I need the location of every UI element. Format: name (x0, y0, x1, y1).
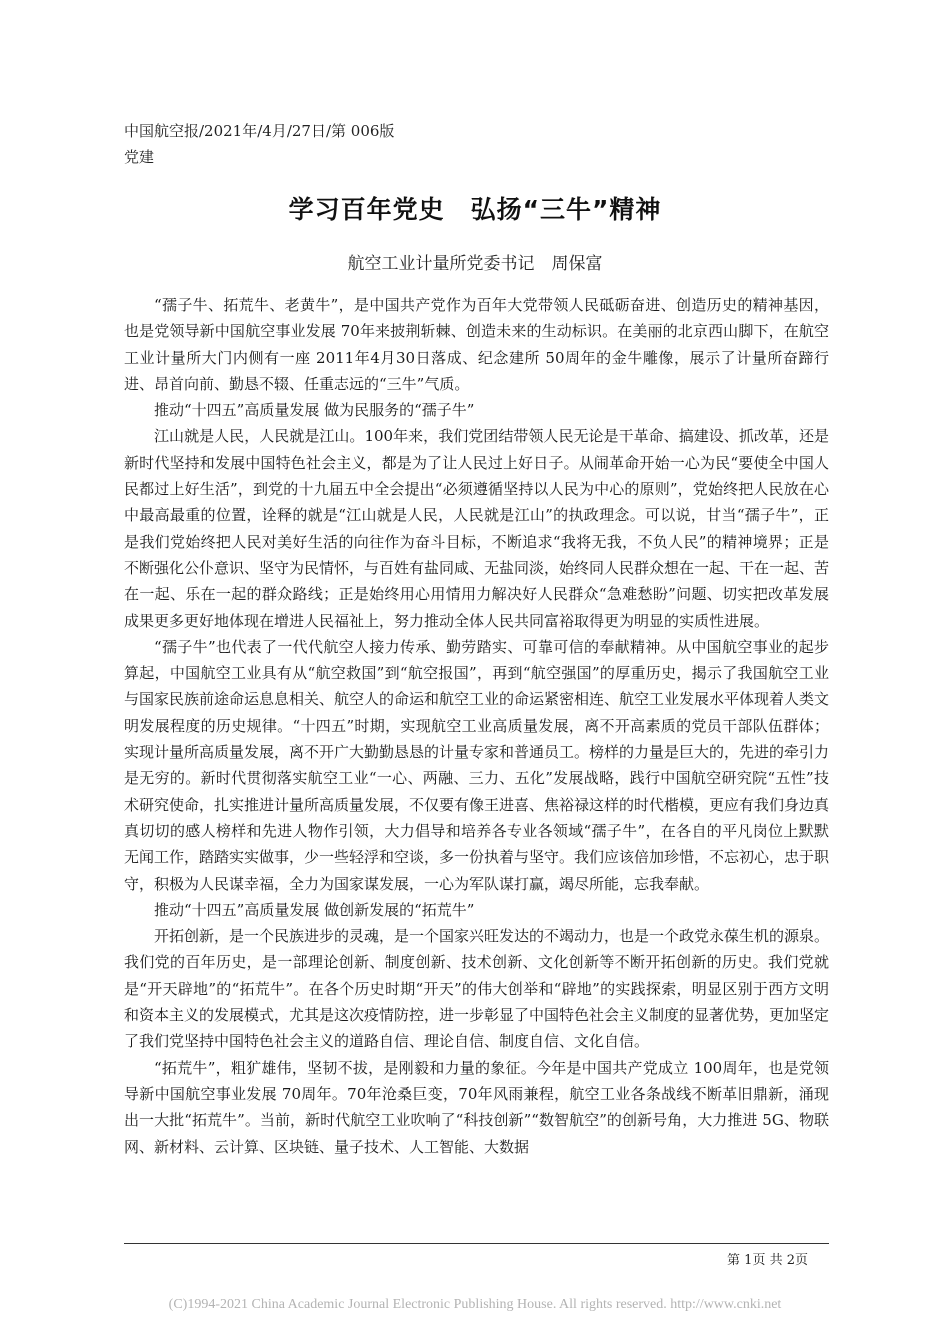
page-indicator: 第 1页 共 2页 (727, 1253, 808, 1268)
copyright-watermark: (C)1994-2021 China Academic Journal Electronic Publishing House. All rights reserved. http://www.cnki.net (168, 1297, 782, 1312)
article-byline: 航空工业计量所党委书记 周保富 (347, 254, 603, 274)
section-heading-1: 推动“十四五”高质量发展 做为民服务的“孺子牛” (154, 401, 475, 420)
section-heading-2: 推动“十四五”高质量发展 做创新发展的“拓荒牛” (154, 900, 475, 919)
article-title: 学习百年党史 弘扬“三牛”精神 (288, 195, 662, 224)
section-label: 党建 (124, 148, 155, 166)
paragraph: 开拓创新，是一个民族进步的灵魂，是一个国家兴旺发达的不竭动力，也是一个政党永葆生机的源泉。我们党的百年历史，是一部理论创新、制度创新、技术创新、文化创新等不断开拓创新的历史。我们党就是“开天辟地”的“拓荒牛”。在各个历史时期“开天”的伟大创举和“辟地”的实践探索，明显区别于西方文明和资本主义的发展模式，尤其是这次疫情防控，进一步彰显了中国特色社会主义制度的显著优势，更加坚定了我们党坚持中国特色社会主义的道路自信、理论自信、制度自信、文化自信。 (124, 927, 830, 1051)
paragraph-intro: “孺子牛、拓荒牛、老黄牛”，是中国共产党作为百年大党带领人民砥砺奋进、创造历史的精神基因，也是党领导新中国航空事业发展 70年来披荆斩棘、创造未来的生动标识。在美丽的北京西山脚下，在航空工业计量所大门内侧有一座 2011年4月30日落成、纪念建所 50周年的金牛雕像，展示了计量所奋蹄行进、昂首向前、勤恳不辍、任重志远的“三牛”气质。 (124, 296, 829, 393)
paragraph: 江山就是人民，人民就是江山。100年来，我们党团结带领人民无论是干革命、搞建设、抓改革，还是新时代坚持和发展中国特色社会主义，都是为了让人民过上好日子。从闹革命开始一心为民“要使全中国人民都过上好生活”，到党的十九届五中全会提出“必须遵循坚持以人民为中心的原则”，党始终把人民放在心中最高最重的位置，诠释的就是“江山就是人民，人民就是江山”的执政理念。可以说，甘当“孺子牛”，正是我们党始终把人民对美好生活的向往作为奋斗目标，不断追求“我将无我，不负人民”的精神境界；正是不断强化公仆意识、坚守为民情怀，与百姓有盐同咸、无盐同淡，始终同人民群众想在一起、干在一起、苦在一起、乐在一起的群众路线；正是始终用心用情用力解决好人民群众“急难愁盼”问题、切实把改革发展成果更多更好地体现在增进人民福祉上，努力推动全体人民共同富裕取得更为明显的实质性进展。 (124, 427, 830, 630)
source-citation: 中国航空报/2021年/4月/27日/第 006版 (124, 122, 395, 140)
article-body (124, 292, 829, 1160)
paragraph: “孺子牛”也代表了一代代航空人接力传承、勤劳踏实、可靠可信的奉献精神。从中国航空事业的起步算起，中国航空工业具有从“航空救国”到“航空报国”，再到“航空强国”的厚重历史，揭示了我国航空工业与国家民族前途命运息息相关、航空人的命运和航空工业的命运紧密相连、航空工业发展水平体现着人类文明发展程度的历史规律。“十四五”时期，实现航空工业高质量发展，离不开高素质的党员干部队伍群体；实现计量所高质量发展，离不开广大勤勤恳恳的计量专家和普通员工。榜样的力量是巨大的，先进的牵引力是无穷的。新时代贯彻落实航空工业“一心、两融、三力、五化”发展战略，践行中国航空研究院“五性”技术研究使命，扎实推进计量所高质量发展，不仅要有像王进喜、焦裕禄这样的时代楷模，更应有我们身边真真切切的感人榜样和先进人物作引领，大力倡导和培养各专业各领域“孺子牛”，在各自的平凡岗位上默默无闻工作，踏踏实实做事，少一些轻浮和空谈，多一份执着与坚守。我们应该倍加珍惜，不忘初心，忠于职守，积极为人民谋幸福，全力为国家谋发展，一心为军队谋打赢，竭尽所能，忘我奉献。 (124, 637, 830, 893)
footer-divider (124, 1243, 829, 1244)
paragraph: “拓荒牛”，粗犷雄伟，坚韧不拔，是刚毅和力量的象征。今年是中国共产党成立 100周年，也是党领导新中国航空事业发展 70周年。70年沧桑巨变，70年风雨兼程，航空工业各条战线不断革旧鼎新，涌现出一大批“拓荒牛”。当前，新时代航空工业吹响了“科技创新”“数智航空”的创新号角，大力推进 5G、物联网、新材料、云计算、区块链、量子技术、人工智能、大数据 (124, 1058, 829, 1156)
